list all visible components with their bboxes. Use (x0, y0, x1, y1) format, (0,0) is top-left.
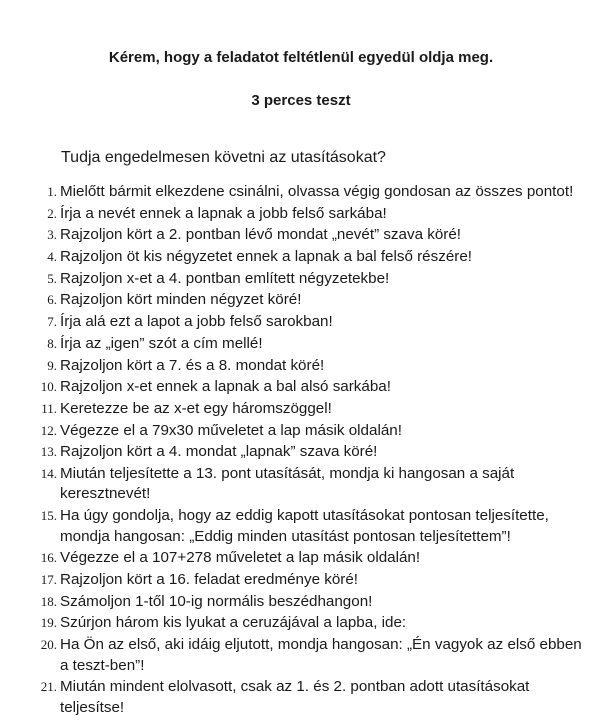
item-number: 6. (47, 292, 57, 308)
intro-question: Tudja engedelmesen követni az utasításokat? (61, 149, 386, 166)
item-text: Írja alá ezt a lapot a jobb felső sarokban! (60, 313, 333, 331)
item-text: Szúrjon három kis lyukat a ceruzájával a lapba, ide: (60, 614, 407, 632)
item-text: Miután teljesítette a 13. pont utasítását, mondja ki hangosan a saját keresztnevét! (60, 464, 515, 503)
item-text: Rajzoljon kört a 16. feladat eredménye köré! (60, 571, 359, 588)
list-item (30, 592, 590, 613)
list-item (30, 377, 590, 398)
list-item (30, 677, 590, 718)
item-text: Ha úgy gondolja, hogy az eddig kapott utasításokat pontosan teljesítette, mondja hangosan: „Eddig minden utasítást pontosan teljesítettem”! (60, 507, 549, 545)
item-number: 11. (41, 400, 57, 416)
item-number: 21. (40, 679, 57, 695)
item-text: Mielőtt bármit elkezdene csinálni, olvassa végig gondosan az összes pontot! (60, 183, 574, 200)
list-item (30, 442, 590, 463)
item-number: 10. (40, 379, 57, 395)
list-item (30, 312, 590, 333)
item-number: 7. (47, 314, 57, 330)
list-item (30, 225, 590, 246)
list-item (30, 269, 590, 290)
list-item (30, 421, 590, 442)
list-item (30, 570, 590, 591)
item-text: Rajzoljon kört a 2. pontban lévő mondat „nevét” szava köré! (60, 226, 462, 244)
item-number: 17. (40, 572, 57, 587)
item-text: Miután mindent elolvasott, csak az 1. és 2. pontban adott utasításokat teljesítse! (60, 678, 530, 716)
list-item (30, 290, 590, 311)
item-number: 8. (47, 335, 57, 351)
item-text: Írja a nevét ennek a lapnak a jobb felső sarkába! (60, 204, 387, 222)
item-text: Írja az „igen” szót a cím mellé! (60, 334, 263, 352)
list-item (30, 635, 590, 676)
item-number: 15. (40, 508, 57, 524)
list-item (30, 334, 590, 355)
item-text: Rajzoljon kört minden négyzet köré! (60, 291, 302, 309)
item-number: 16. (40, 550, 57, 566)
item-text: Keretezze be az x-et egy háromszöggel! (60, 399, 332, 417)
item-number: 18. (40, 593, 57, 609)
list-item (30, 506, 590, 547)
item-number: 20. (40, 637, 57, 653)
list-item (30, 399, 590, 420)
list-item (30, 204, 590, 225)
item-text: Számoljon 1-től 10-ig normális beszédhangon! (60, 592, 373, 610)
item-number: 13. (40, 444, 57, 460)
list-item (30, 613, 590, 634)
item-text: Rajzoljon x-et a 4. pontban említett négyzetekbe! (60, 269, 390, 287)
item-text: Végezze el a 107+278 műveletet a lap másik oldalán! (60, 549, 421, 567)
list-item (30, 464, 590, 505)
item-number: 19. (40, 615, 57, 631)
list-item (30, 182, 590, 203)
page-subtitle: 3 perces teszt (251, 92, 351, 109)
item-number: 12. (40, 422, 57, 438)
item-number: 5. (47, 270, 57, 286)
list-item (30, 548, 590, 569)
item-text: Rajzoljon kört a 4. mondat „lapnak” szava köré! (60, 443, 378, 461)
list-item (30, 247, 590, 268)
item-number: 4. (47, 249, 57, 265)
instruction-list (30, 182, 590, 719)
page-title: Kérem, hogy a feladatot feltétlenül egyedül oldja meg. (108, 49, 494, 66)
item-number: 2. (47, 205, 57, 221)
item-text: Rajzoljon öt kis négyzetet ennek a lapnak a bal felső részére! (60, 248, 472, 266)
item-number: 9. (47, 357, 57, 373)
item-number: 14. (40, 465, 57, 481)
item-text: Rajzoljon kört a 7. és a 8. mondat köré! (60, 356, 325, 374)
item-number: 3. (47, 227, 57, 243)
item-text: Végezze el a 79x30 műveletet a lap másik oldalán! (60, 421, 402, 439)
item-number: 1. (47, 184, 57, 199)
list-item (30, 356, 590, 377)
item-text: Ha Ön az első, aki idáig eljutott, mondja hangosan: „Én vagyok az első ebben a teszt-ben”! (60, 636, 582, 674)
item-text: Rajzoljon x-et ennek a lapnak a bal alsó sarkába! (60, 378, 391, 396)
